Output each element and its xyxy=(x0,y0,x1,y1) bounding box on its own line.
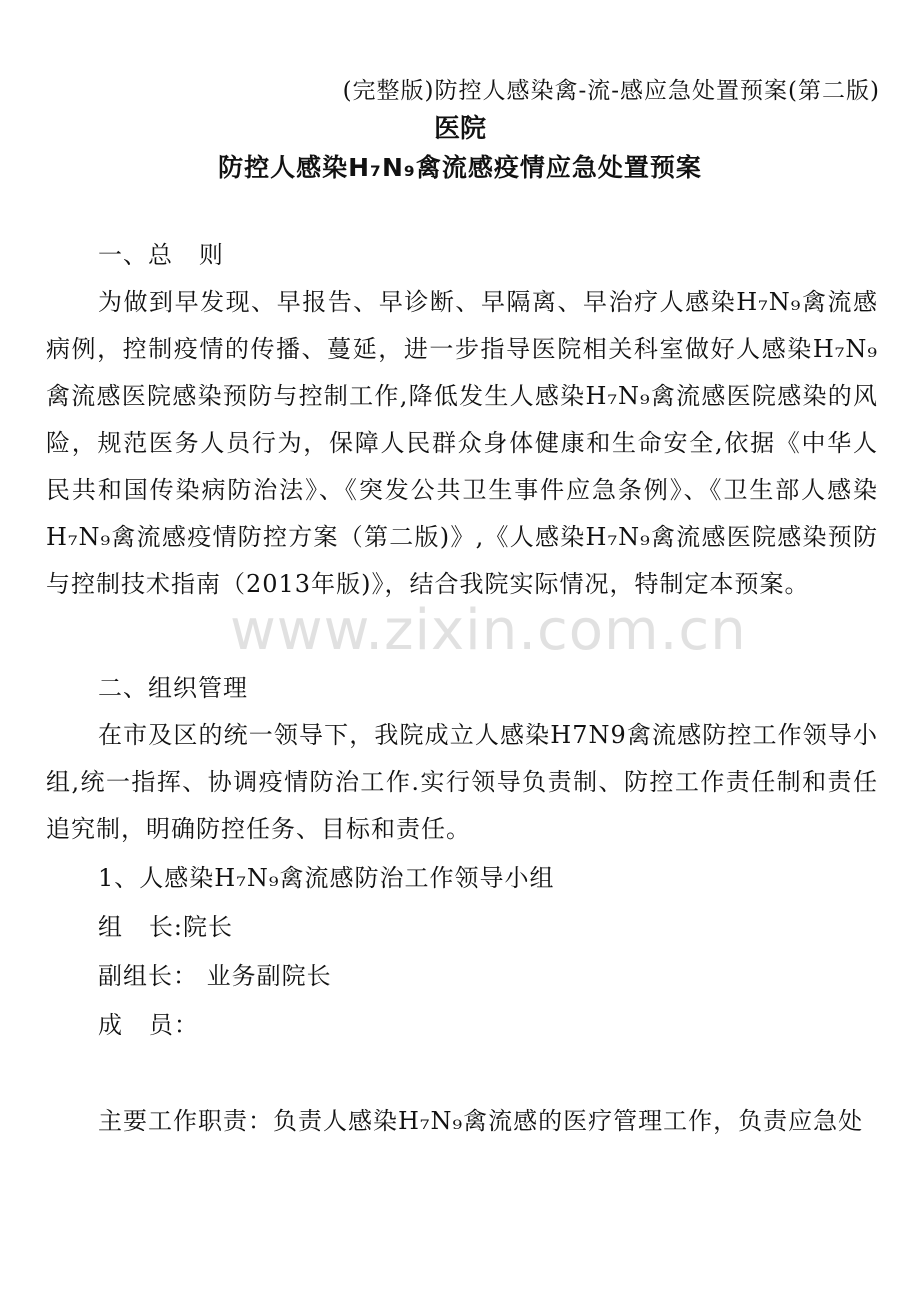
running-header: (完整版)防控人感染禽-流-感应急处置预案(第二版) xyxy=(342,78,880,104)
general-paragraph: 为做到早发现、早报告、早诊断、早隔离、早治疗人感染H₇N₉禽流感病例，控制疫情的传播、蔓延，进一步指导医院相关科室做好人感染H₇N₉禽流感医院感染预防与控制工作,降低发生人感染H₇N₉禽流感医院感染的风险，规范医务人员行为，保障人民群众身体健康和生命安全,依据《中华人民共和国传染病防治法》、《突发公共卫生事件应急条例》、《卫生部人感染H₇N₉禽流感疫情防控方案（第二版)》,《人感染H₇N₉禽流感医院感染预防与控制技术指南（2013年版)》，结合我院实际情况，特制定本预案。 xyxy=(46,288,878,598)
deputy-leader-line: 副组长： 业务副院长 xyxy=(98,962,332,990)
hospital-name: 医院 xyxy=(433,114,486,144)
leading-group-subheading: 1、人感染H₇N₉禽流感防治工作领导小组 xyxy=(98,864,555,892)
members-line: 成 员： xyxy=(98,1011,199,1039)
section-heading-organization: 二、组织管理 xyxy=(98,674,248,702)
watermark: www.zixin.com.cn xyxy=(230,598,747,663)
section-heading-general: 一、总 则 xyxy=(98,241,224,269)
organization-paragraph: 在市及区的统一领导下，我院成立人感染H7N9禽流感防控工作领导小组,统一指挥、协调疫情防治工作.实行领导负责制、防控工作责任制和责任追究制，明确防控任务、目标和责任。 xyxy=(46,721,878,843)
document-title: 防控人感染H₇N₉禽流感疫情应急处置预案 xyxy=(218,153,702,182)
main-duties-line: 主要工作职责：负责人感染H₇N₉禽流感的医疗管理工作，负责应急处 xyxy=(98,1107,864,1135)
group-leader-line: 组 长:院长 xyxy=(98,913,233,941)
